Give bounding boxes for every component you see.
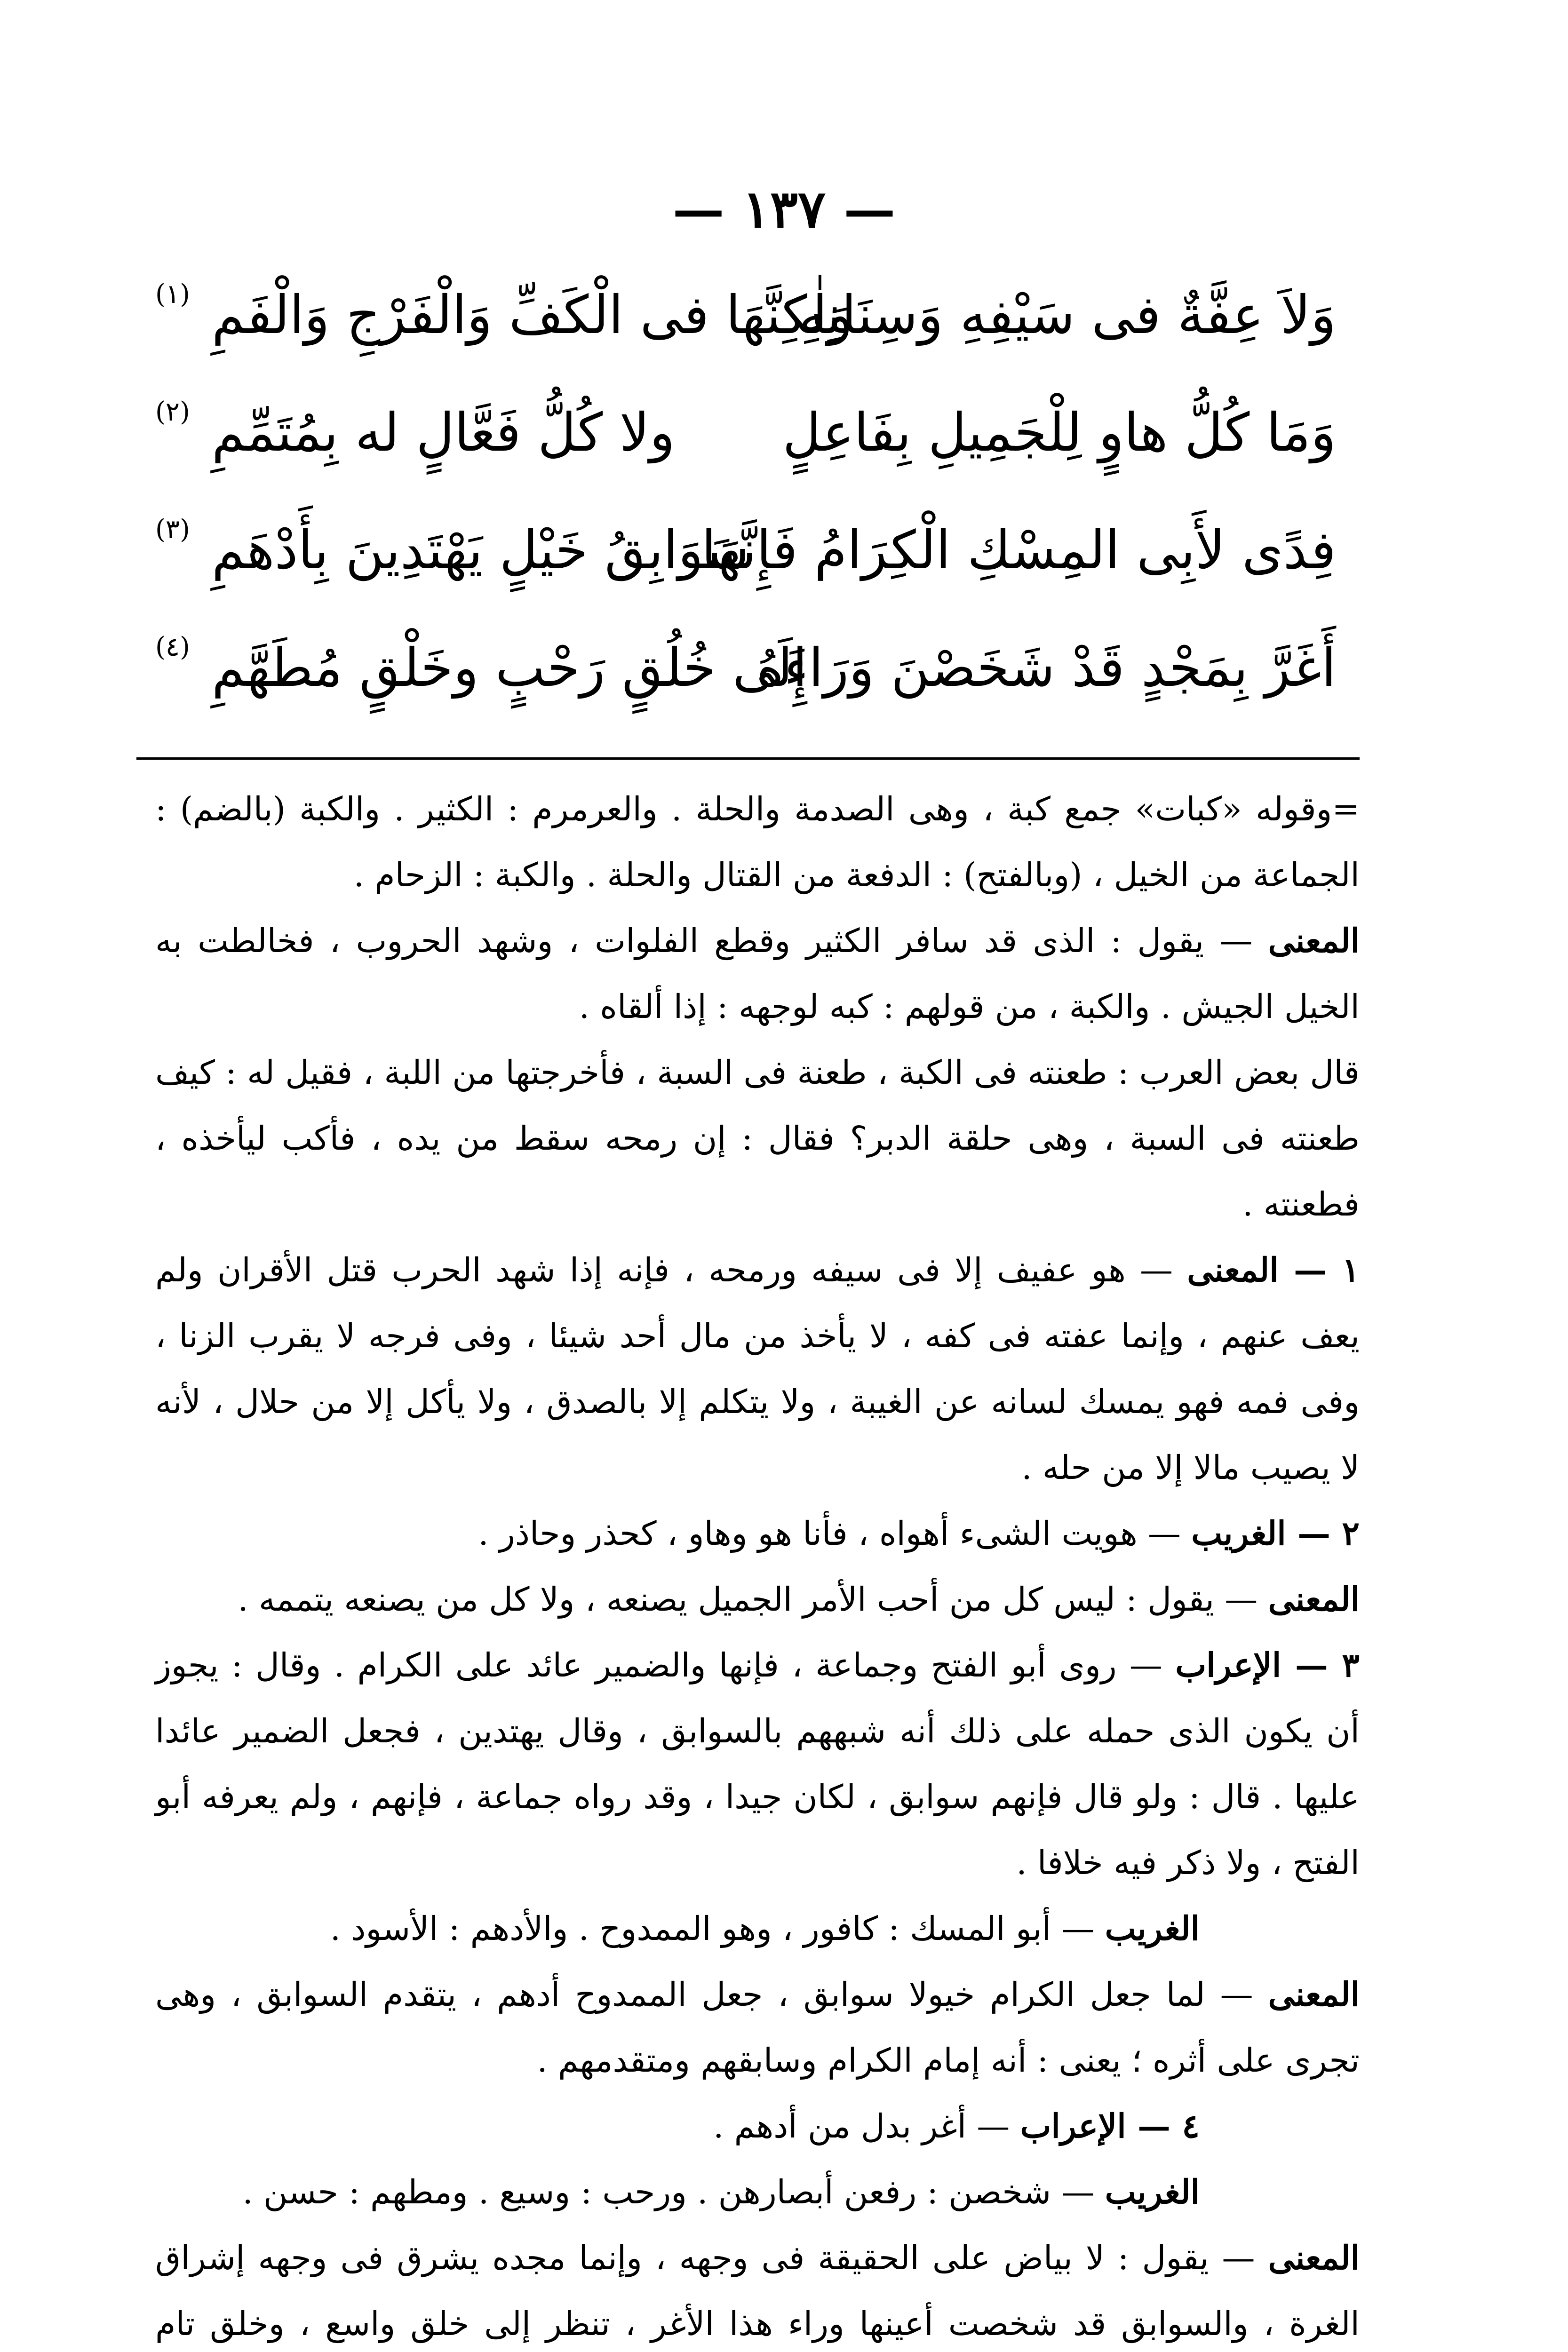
commentary-paragraph xyxy=(155,1632,1360,1896)
verse-first-hemistich: فِدًى لأَبِى المِسْكِ الْكِرَامُ فَإِنَّهَا xyxy=(701,520,1336,581)
commentary-paragraph xyxy=(155,1040,1360,1237)
verse-second-hemistich: إِلَى خُلُقٍ رَحْبٍ وخَلْقٍ مُطَهَّمِ xyxy=(212,637,807,699)
entry-text: — هو عفيف إلا فى سيفه ورمحه ، فإنه إذا شهد الحرب قتل الأقران ولم يعف عنهم ، وإنما عفته فى كفه ، لا يأخذ من مال أحد شيئا ، وفى فرجه لا يقرب الزنا ، وفى فمه فهو يمسك لسانه عن الغيبة ، ولا يتكلم إلا بالصدق ، ولا يأكل إلا من حلال ، لأنه لا يصيب مالا إلا من حله . xyxy=(155,1251,1360,1487)
entry-label: المعنى xyxy=(1268,1975,1360,2014)
entry-text: — يقول : لا بياض على الحقيقة فى وجهه ، وإنما مجده يشرق فى وجهه إشراق الغرة ، والسوابق قد شخصت أعينها وراء هذا الأغر ، تنظر إلى خلق واسع ، وخلق تام xyxy=(155,2239,1360,2343)
commentary-paragraph xyxy=(155,1237,1360,1501)
entry-label: الغريب xyxy=(1105,1909,1200,1948)
entry-text: — أغر بدل من أدهم . xyxy=(713,2107,1020,2145)
entry-text: — يقول : الذى قد سافر الكثير وقطع الفلوات ، وشهد الحروب ، فخالطت به الخيل الجيش . والكبة ، من قولهم : كبه لوجهه : إذا ألقاه . xyxy=(155,922,1360,1026)
entry-label: ٢ — الغريب xyxy=(1191,1514,1360,1553)
commentary-paragraph xyxy=(155,908,1360,1040)
entry-text: قال بعض العرب : طعنته فى الكبة ، طعنة فى السبة ، فأخرجتها من اللبة ، فقيل له : كيف طعنته فى السبة ، وهى حلقة الدبر؟ فقال : إن رمحه سقط من يده ، فأكب ليأخذه ، فطعنته . xyxy=(155,1053,1360,1224)
verse xyxy=(155,268,1393,386)
footnote-marker: (٣) xyxy=(155,514,190,545)
entry-label: ٤ — الإعراب xyxy=(1020,2106,1200,2145)
commentary xyxy=(155,776,1360,2352)
commentary-paragraph xyxy=(155,2159,1360,2225)
commentary-paragraph xyxy=(155,776,1360,908)
commentary-paragraph xyxy=(155,2093,1360,2159)
entry-text: — أبو المسك : كافور ، وهو الممدوح . والأدهم : الأسود . xyxy=(330,1909,1105,1948)
commentary-paragraph xyxy=(155,1501,1360,1566)
entry-text: — لما جعل الكرام خيولا سوابق ، جعل الممدوح أدهم ، يتقدم السوابق ، وهى تجرى على أثره ؛ يعنى : أنه إمام الكرام وسابقهم ومتقدمهم . xyxy=(155,1975,1360,2080)
poem xyxy=(155,268,1393,739)
entry-label: ١ — المعنى xyxy=(1187,1250,1360,1289)
verse-second-hemistich: سَوَابِقُ خَيْلٍ يَهْتَدِينَ بِأَدْهَمِ xyxy=(212,520,749,581)
entry-text: — يقول : ليس كل من أحب الأمر الجميل يصنعه ، ولا كل من يصنعه يتممه . xyxy=(238,1580,1268,1619)
footnote-marker: (٢) xyxy=(155,397,190,427)
commentary-paragraph xyxy=(155,2225,1360,2352)
verse-first-hemistich: وَمَا كُلُّ هاوٍ لِلْجَمِيلِ بِفَاعِلٍ xyxy=(782,402,1336,463)
verse-first-hemistich: وَلاَ عِفَّةٌ فى سَيْفِهِ وَسِنَانِهِ xyxy=(798,285,1336,346)
verse-first-hemistich: أَغَرَّ بِمَجْدٍ قَدْ شَخَصْنَ وَرَاءَهُ xyxy=(756,637,1336,699)
entry-label: المعنى xyxy=(1268,1580,1360,1619)
footnote-marker: (١) xyxy=(155,279,190,310)
commentary-paragraph xyxy=(155,1896,1360,1962)
entry-label: الغريب xyxy=(1105,2172,1200,2211)
entry-label: المعنى xyxy=(1268,921,1360,960)
footnote-marker: (٤) xyxy=(155,632,190,662)
commentary-paragraph xyxy=(155,1566,1360,1632)
entry-label: المعنى xyxy=(1268,2238,1360,2277)
verse xyxy=(155,386,1393,503)
verse-second-hemistich: ولا كُلُّ فَعَّالٍ له بِمُتَمِّمِ xyxy=(212,402,675,463)
entry-text: — روى أبو الفتح وجماعة ، فإنها والضمير عائد على الكرام . وقال : يجوز أن يكون الذى حمله على ذلك أنه شبههم بالسوابق ، وقال يهتدين ، فجعل الضمير عائدا عليها . قال : ولو قال فإنهم سوابق ، لكان جيدا ، وقد رواه جماعة ، فإنهم ، ولم يعرفه أبو الفتح ، ولا ذكر فيه خلافا . xyxy=(155,1646,1360,1882)
commentary-paragraph xyxy=(155,1962,1360,2093)
entry-text: =وقوله «كبات» جمع كبة ، وهى الصدمة والحلة . والعرمرم : الكثير . والكبة (بالضم) : الجماعة من الخيل ، (وبالفتح) : الدفعة من القتال والحلة . والكبة : الزحام . xyxy=(155,790,1360,894)
entry-label: ٣ — الإعراب xyxy=(1175,1645,1360,1685)
verse xyxy=(155,621,1393,739)
verse xyxy=(155,503,1393,621)
separator-rule xyxy=(136,757,1360,760)
verse-second-hemistich: وَلٰكِنَّهَا فى الْكَفِّ وَالْفَرْجِ وَالْفَمِ xyxy=(212,285,853,346)
entry-text: — هويت الشىء أهواه ، فأنا هو وهاو ، كحذر وحاذر . xyxy=(478,1514,1192,1553)
entry-text: — شخصن : رفعن أبصارهن . ورحب : وسيع . ومطهم : حسن . xyxy=(242,2173,1105,2211)
page-number: — ١٣٧ — xyxy=(672,179,896,239)
